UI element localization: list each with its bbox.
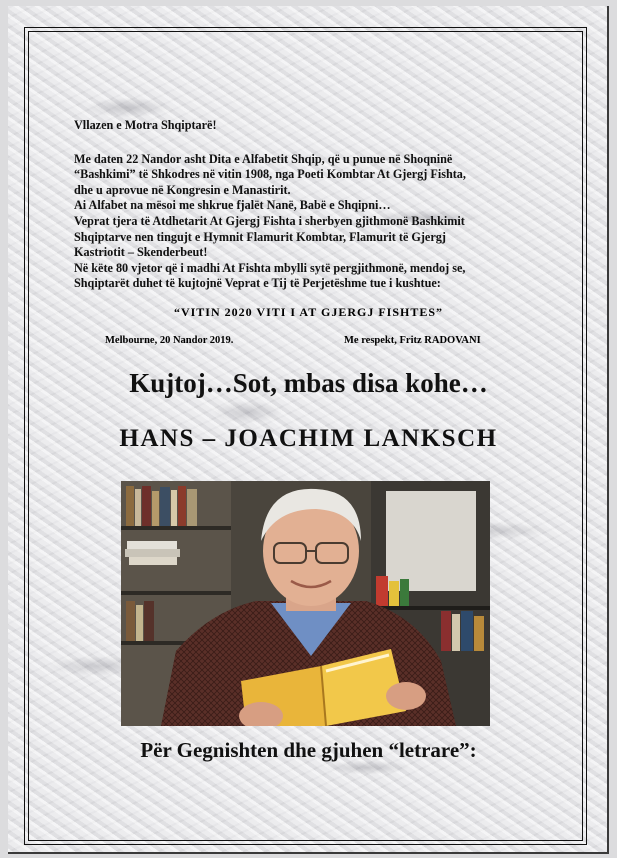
letter-line: Veprat tjera të Atdhetarit At Gjergj Fishta i sherbyen gjithmonë Bashkimit: [74, 213, 465, 228]
subheading: Për Gegnishten dhe gjuhen “letrare”:: [140, 738, 477, 762]
portrait-photo: [121, 481, 490, 726]
signature: Me respekt, Fritz RADOVANI: [344, 335, 481, 346]
letter-line: “Bashkimi” të Shkodres në vitin 1908, nga Poeti Kombtar At Gjergj Fishta,: [74, 167, 466, 182]
letter-greeting: Vllazen e Motra Shqiptarë!: [74, 118, 217, 132]
letter-line: Shqiptarve nen tingujt e Hymnit Flamurit Kombtar, Flamurit të Gjergj: [74, 229, 446, 244]
letter-body: [74, 118, 534, 292]
motto: “VITIN 2020 VITI I AT GJERGJ FISHTES”: [173, 305, 444, 319]
headline: Kujtoj…Sot, mbas disa kohe…: [129, 368, 488, 398]
letter-line: Me daten 22 Nandor asht Dita e Alfabetit Shqip, që u punue në Shoqninë: [74, 151, 453, 166]
letter-line: Kastriotit – Skenderbeut!: [74, 245, 208, 260]
dateline: Melbourne, 20 Nandor 2019.: [105, 335, 234, 346]
person-name: HANS – JOACHIM LANKSCH: [119, 425, 498, 452]
letter-line: Ai Alfabet na mësoi me shkrue fjalët Nanë, Babë e Shqipni…: [74, 198, 391, 213]
letter-line: dhe u aprovue në Kongresin e Manastirit.: [74, 182, 291, 197]
letter-line: Shqiptarët duhet të kujtojnë Veprat e Tij të Perjetëshme tue i kushtue:: [74, 276, 441, 291]
letter-line: Në këte 80 vjetor që i madhi At Fishta mbylli sytë pergjithmonë, mendoj se,: [74, 260, 466, 275]
